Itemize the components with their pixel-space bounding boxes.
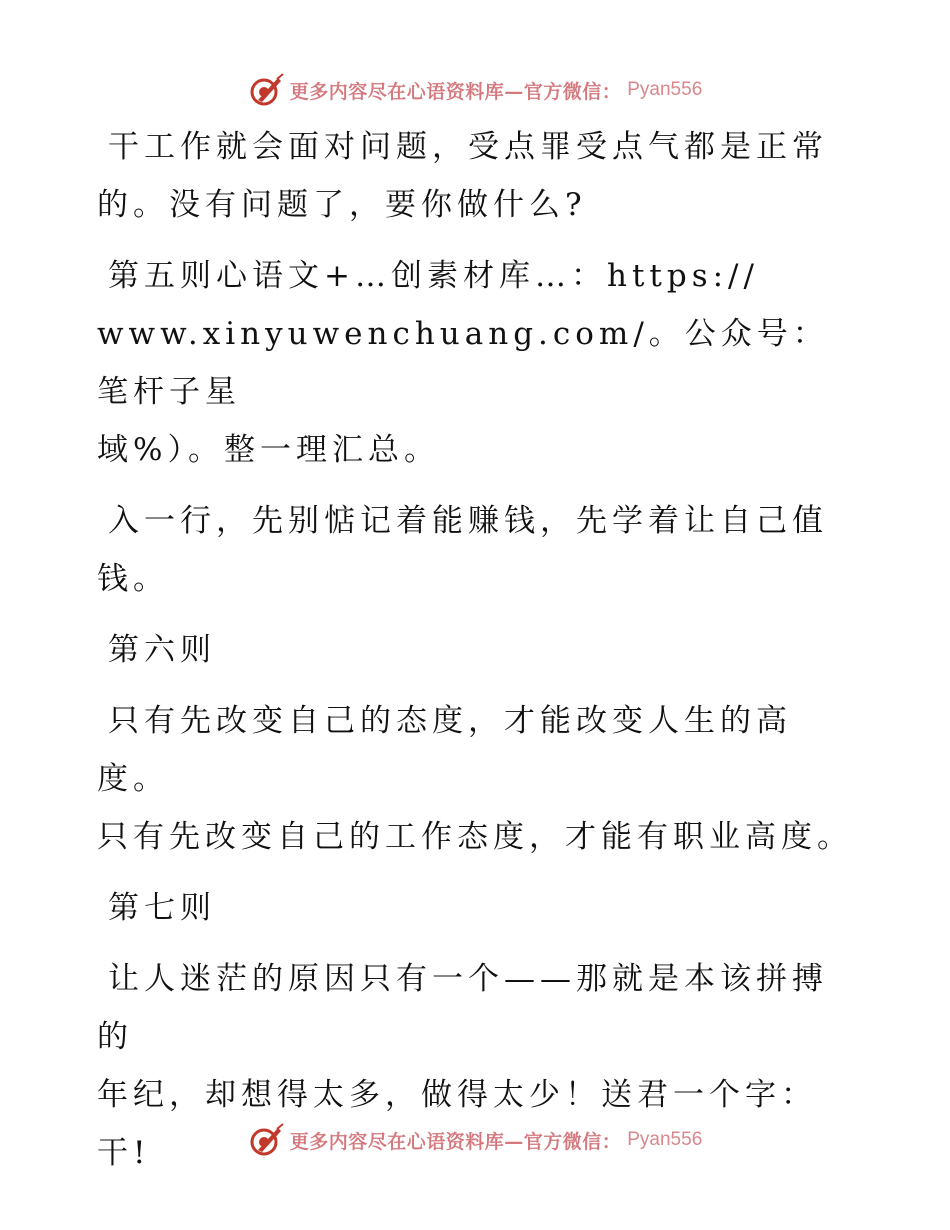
paragraph-line: 干工作就会面对问题，受点罪受点气都是正常: [108, 129, 828, 165]
paragraph-line: 第五则心语文+…创素材库…：https://: [108, 258, 759, 294]
banner-text: 更多内容尽在心语资料库—官方微信：: [289, 80, 622, 103]
header-banner: [0, 70, 950, 110]
banner-wechat-id: Pyan556: [627, 79, 703, 100]
quill-logo-icon: [248, 72, 284, 108]
paragraph-3: [97, 492, 857, 608]
banner-text: 更多内容尽在心语资料库—官方微信：: [289, 1130, 622, 1153]
banner-wechat-id: Pyan556: [627, 1129, 703, 1150]
paragraph-2: [97, 247, 857, 479]
paragraph-line: 第七则: [108, 890, 216, 926]
document-body: [97, 118, 857, 1195]
paragraph-line: 第六则: [108, 632, 216, 668]
paragraph-4: [97, 692, 857, 866]
paragraph-line: 钱。: [97, 561, 169, 597]
footer-banner: [0, 1120, 950, 1160]
section-heading-6: [97, 621, 857, 679]
paragraph-1: [97, 118, 857, 234]
paragraph-line: 只有先改变自己的工作态度，才能有职业高度。: [97, 819, 853, 855]
paragraph-line: 域%）。整一理汇总。: [97, 432, 440, 468]
paragraph-line: www.xinyuwenchuang.com/。公众号：笔杆子星: [97, 316, 829, 410]
paragraph-line: 的。没有问题了，要你做什么?: [97, 187, 587, 223]
paragraph-line: 年纪，却想得太多，做得太少！送君一个字：干!: [97, 1077, 817, 1171]
paragraph-line: 入一行，先别惦记着能赚钱，先学着让自己值: [108, 503, 828, 539]
section-heading-7: [97, 879, 857, 937]
paragraph-line: 只有先改变自己的态度，才能改变人生的高度。: [97, 703, 792, 797]
paragraph-line: 让人迷茫的原因只有一个——那就是本该拼搏的: [97, 961, 828, 1055]
quill-logo-icon: [248, 1122, 284, 1158]
